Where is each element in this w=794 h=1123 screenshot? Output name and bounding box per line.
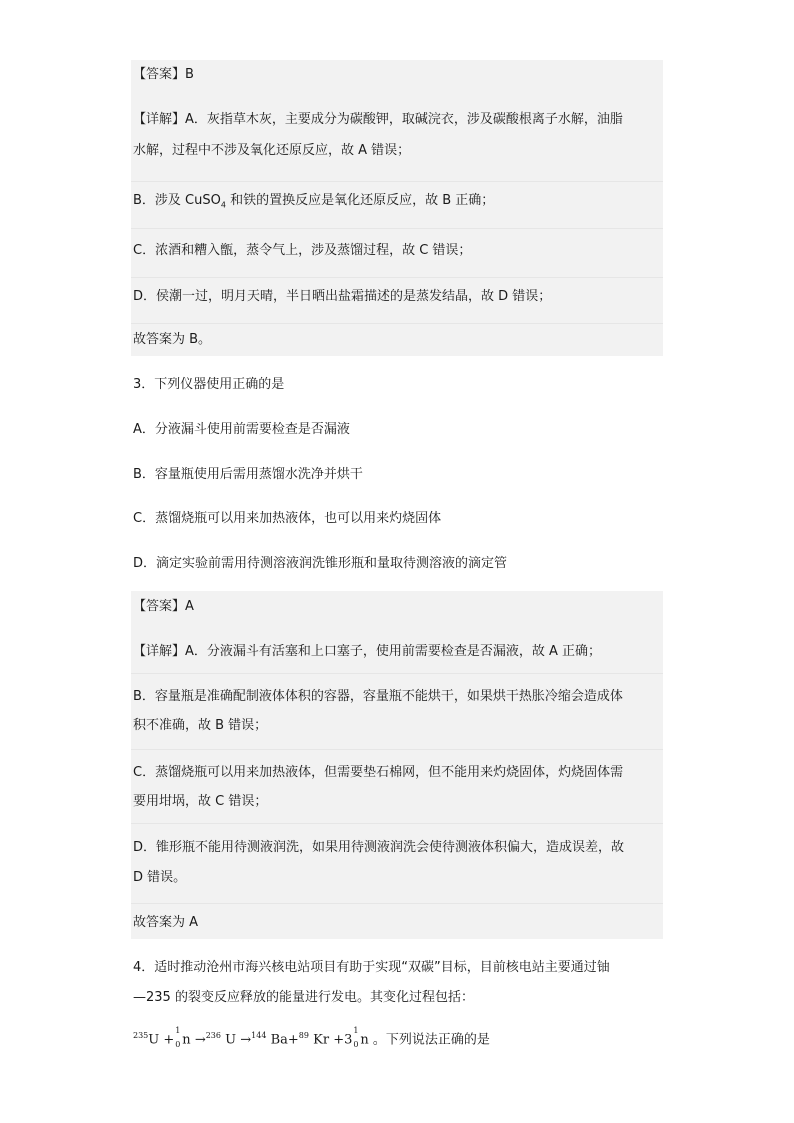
barium-symbol: Ba [270, 1032, 288, 1048]
q2-b-text-pre: B．涉及 CuSO [133, 193, 221, 208]
separator [131, 903, 663, 904]
q3-option-d: D．滴定实验前需用待测溶液润洗锥形瓶和量取待测溶液的滴定管 [133, 556, 508, 571]
neutron-symbol: n [182, 1032, 191, 1048]
q3-d-explanation-line-2: D 错误。 [133, 870, 187, 885]
q3-stem: 3．下列仪器使用正确的是 [133, 377, 285, 392]
arrow: → [240, 1032, 252, 1048]
neutron-charge-number: 0 [175, 1039, 181, 1049]
neutron-numbers [352, 1025, 360, 1049]
q4-stem-line-3: 。下列说法正确的是 [372, 1032, 490, 1048]
separator [131, 823, 663, 824]
separator [131, 673, 663, 674]
neutron-mass-number: 1 [353, 1025, 359, 1035]
separator [131, 181, 663, 182]
q3-option-a: A．分液漏斗使用前需要检查是否漏液 [133, 422, 350, 437]
q3-b-explanation-line-2: 积不准确，故 B 错误； [133, 718, 268, 733]
separator [131, 749, 663, 750]
neutron-numbers [174, 1025, 182, 1049]
q3-d-explanation-line-1: D．锥形瓶不能用待测液润洗，如果用待测液润洗会使待测液体积偏大，造成误差，故 [133, 840, 625, 855]
q3-c-explanation-line-1: C．蒸馏烧瓶可以用来加热液体，但需要垫石棉网，但不能用来灼烧固体，灼烧固体需 [133, 765, 624, 780]
u236-mass-number: 236 [205, 1031, 221, 1040]
q2-option-b-explanation [133, 191, 494, 216]
u235-mass-number: 235 [133, 1031, 149, 1040]
separator [131, 228, 663, 229]
neutron-mass-number: 1 [175, 1025, 181, 1035]
q2-option-c-explanation: C．浓酒和糟入甑，蒸令气上，涉及蒸馏过程，故 C 错误； [133, 243, 472, 258]
q2-b-subscript: 4 [220, 200, 226, 210]
kr-mass-number: 89 [298, 1031, 309, 1040]
separator [131, 323, 663, 324]
q2-option-d-explanation: D．侯潮一过，明月天晴，半日晒出盐霜描述的是蒸发结晶，故 D 错误； [133, 289, 552, 304]
plus-sign: + [163, 1032, 175, 1048]
coefficient: 3 [344, 1032, 353, 1048]
q3-detail: 【详解】A．分液漏斗有活塞和上口塞子，使用前需要检查是否漏液，故 A 正确； [133, 644, 602, 659]
arrow: → [194, 1032, 206, 1048]
nuclear-equation [133, 1026, 490, 1050]
q3-b-explanation-line-1: B．容量瓶是准确配制液体体积的容器，容量瓶不能烘干，如果烘干热胀冷缩会造成体 [133, 689, 623, 704]
uranium-symbol: U [148, 1032, 160, 1048]
krypton-symbol: Kr [313, 1032, 330, 1048]
q2-detail-line-2: 水解，过程中不涉及氧化还原反应，故 A 错误； [133, 143, 411, 158]
q2-b-text-post: 和铁的置换反应是氧化还原反应，故 B 正确； [225, 193, 495, 208]
neutron-symbol: n [360, 1032, 369, 1048]
q3-conclusion: 故答案为 A [133, 915, 199, 930]
plus-sign: + [287, 1032, 299, 1048]
plus-sign: + [333, 1032, 345, 1048]
separator [131, 277, 663, 278]
q4-stem-line-2: —235 的裂变反应释放的能量进行发电。其变化过程包括： [133, 990, 474, 1005]
q2-answer-label: 【答案】B [133, 67, 194, 82]
q4-stem-line-1: 4．适时推动沧州市海兴核电站项目有助于实现“双碳”目标，目前核电站主要通过铀 [133, 960, 610, 975]
neutron-charge-number: 0 [353, 1039, 359, 1049]
q3-c-explanation-line-2: 要用坩埚，故 C 错误； [133, 794, 268, 809]
q3-option-c: C．蒸馏烧瓶可以用来加热液体，也可以用来灼烧固体 [133, 511, 442, 526]
ba-mass-number: 144 [251, 1031, 267, 1040]
uranium-symbol: U [225, 1032, 237, 1048]
q2-detail-line-1: 【详解】A．灰指草木灰，主要成分为碳酸钾，取碱浣衣，涉及碳酸根离子水解，油脂 [133, 112, 623, 127]
q3-answer-label: 【答案】A [133, 599, 194, 614]
q2-conclusion: 故答案为 B。 [133, 332, 212, 347]
q3-option-b: B．容量瓶使用后需用蒸馏水洗净并烘干 [133, 467, 363, 482]
